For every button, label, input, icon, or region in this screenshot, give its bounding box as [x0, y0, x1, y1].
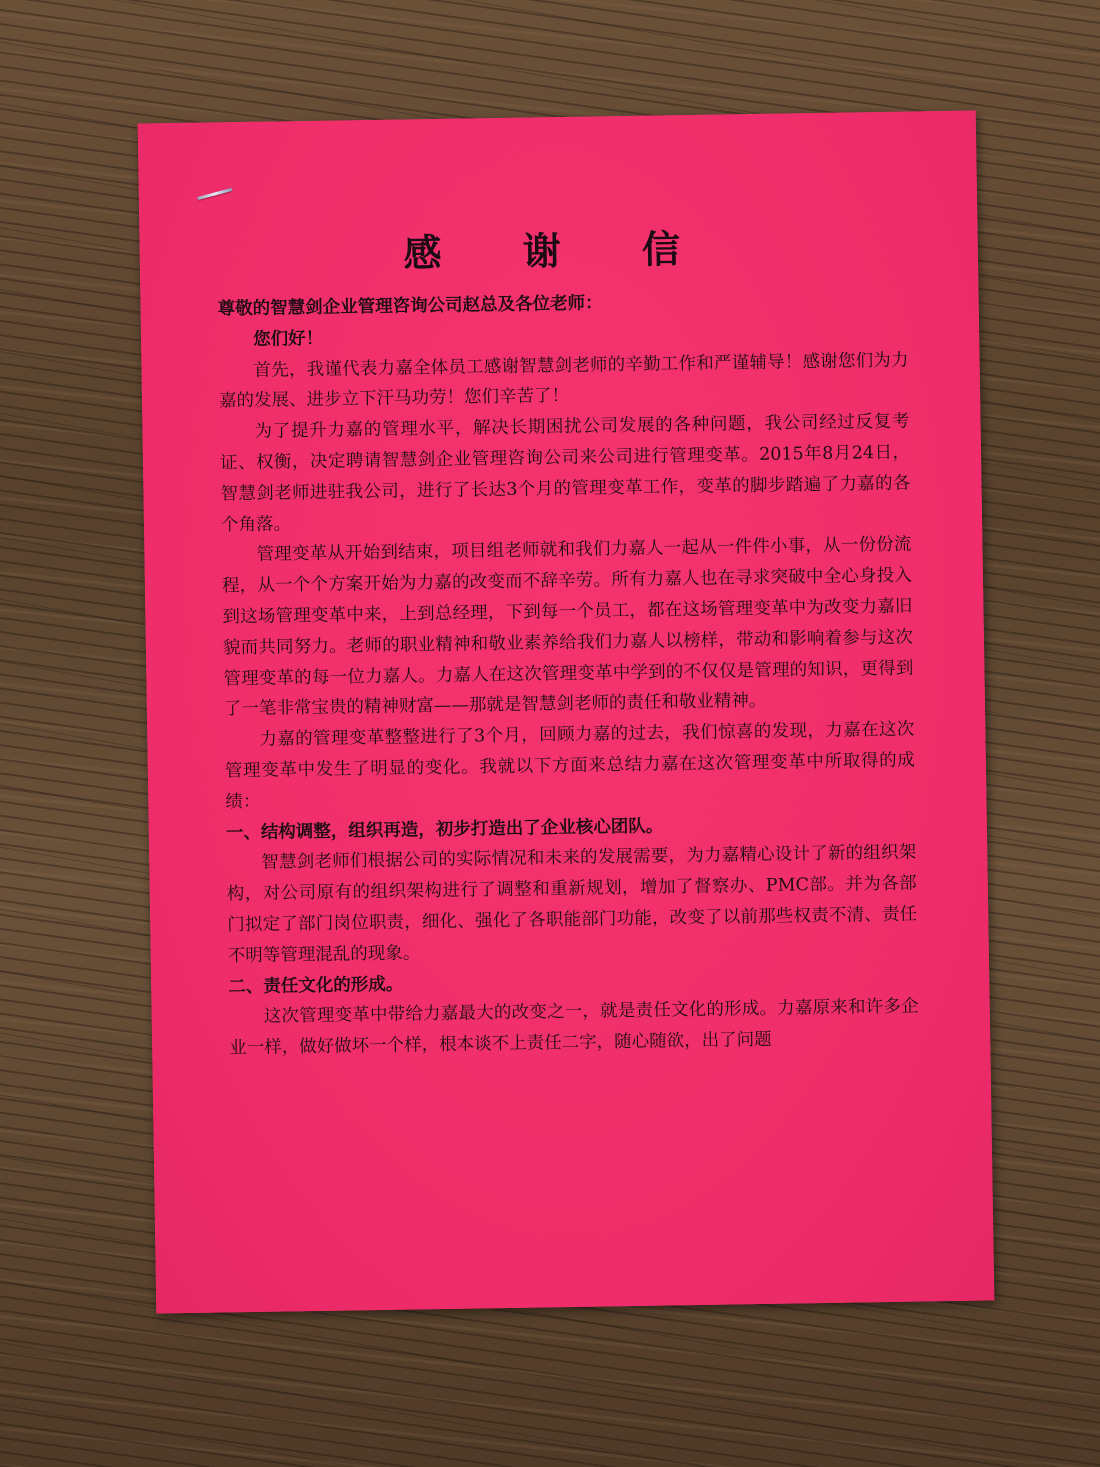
paragraph-summary: 力嘉的管理变革整整进行了3个月，回顾力嘉的过去，我们惊喜的发现，力嘉在这次管理变革中发生了明显的变化。我就以下方面来总结力嘉在这次管理变革中所取得的成绩： — [224, 719, 915, 813]
section-heading-responsibility: 二、责任文化的形成。 — [228, 974, 404, 997]
paragraph-process: 管理变革从开始到结束，项目组老师就和我们力嘉人一起从一件件小事，从一份份流程，从一个个方案开始为力嘉的改变而不辞辛劳。所有力嘉人也在寻求突破中全心身投入到这场管理变革中来，上到总经理，下到每一个员工，都在这场管理变革中为改变力嘉旧貌而共同努力。老师的职业精神和敬业素养给我们力嘉人以榜样，带动和影响着参与这次管理变革的每一位力嘉人。力嘉人在这次管理变革中学到的不仅仅是管理的知识，更得到了一笔非常宝贵的精神财富——那就是智慧剑老师的责任和敬业精神。 — [221, 534, 914, 720]
staple-mark — [197, 188, 233, 200]
salutation: 尊敬的智慧剑企业管理咨询公司赵总及各位老师： — [217, 293, 603, 320]
letter-title: 感 谢 信 — [403, 225, 715, 276]
section-body-responsibility: 这次管理变革中带给力嘉最大的改变之一，就是责任文化的形成。力嘉原来和许多企业一样，做好做坏一个样，根本谈不上责任二字，随心随欲，出了问题 — [229, 996, 919, 1059]
paragraph-background: 为了提升力嘉的管理水平，解决长期困扰公司发展的各种问题，我公司经过反复考证、权衡，决定聘请智慧剑企业管理咨询公司来公司进行管理变革。2015年8月24日，智慧剑老师进驻我公司，进行了长达3个月的管理变革工作，变革的脚步踏遍了力嘉的各个角落。 — [219, 411, 911, 535]
greeting: 您们好！ — [252, 328, 324, 350]
letter-paper — [138, 110, 995, 1313]
paragraph-thanks: 首先，我谨代表力嘉全体员工感谢智慧剑老师的辛勤工作和严谨辅导！感谢您们为力嘉的发展、进步立下汗马功劳！您们辛苦了！ — [218, 350, 909, 412]
section-heading-structure: 一、结构调整，组织再造，初步打造出了企业核心团队。 — [225, 816, 664, 843]
letter-body — [217, 284, 919, 1065]
section-body-structure: 智慧剑老师们根据公司的实际情况和未来的发展需要，为力嘉精心设计了新的组织架构，对公司原有的组织架构进行了调整和重新规划，增加了督察办、PMC部。并为各部门拟定了部门岗位职责，细化、强化了各职能部门功能，改变了以前那些权责不清、责任不明等管理混乱的现象。 — [226, 842, 918, 967]
